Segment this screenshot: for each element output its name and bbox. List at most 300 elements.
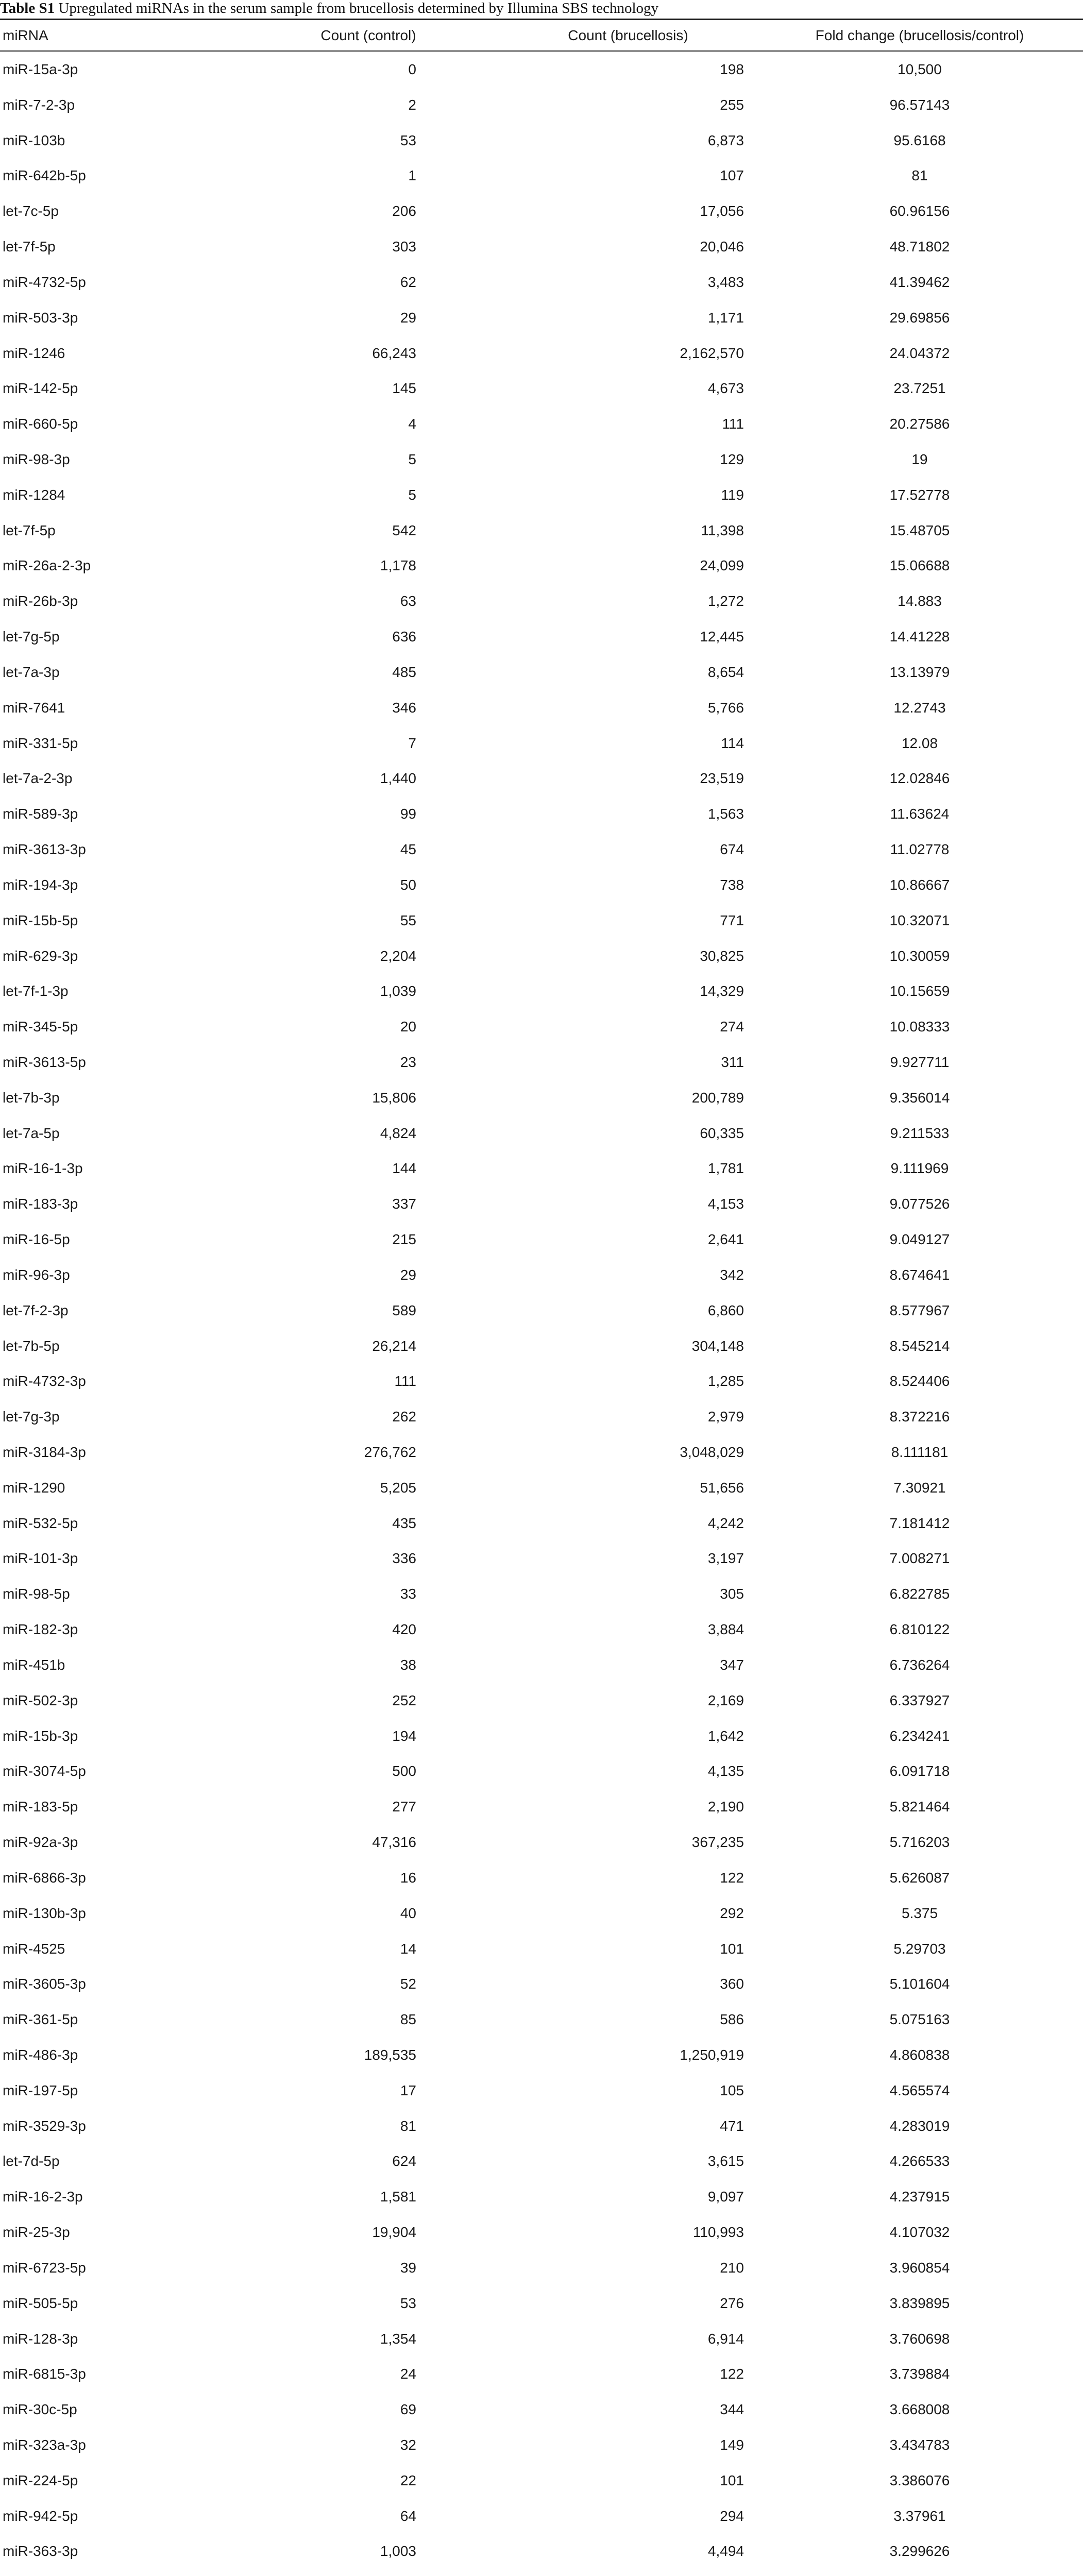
cell-fold-change: 8.577967 bbox=[889, 1302, 950, 1318]
cell-fold-change: 10.08333 bbox=[889, 1019, 950, 1035]
cell-count-brucellosis: 17,056 bbox=[700, 203, 744, 219]
cell-mirna: miR-128-3p bbox=[3, 2330, 78, 2347]
cell-fold-change: 10.30059 bbox=[889, 947, 950, 964]
cell-count-control: 38 bbox=[400, 1656, 416, 1673]
cell-mirna: let-7b-3p bbox=[3, 1089, 60, 1106]
cell-count-brucellosis: 738 bbox=[720, 876, 744, 893]
table-row bbox=[0, 1967, 1083, 2002]
table-row bbox=[0, 1860, 1083, 1896]
cell-count-brucellosis: 101 bbox=[720, 2472, 744, 2488]
cell-mirna: miR-642b-5p bbox=[3, 167, 86, 184]
table-row bbox=[0, 1825, 1083, 1860]
cell-count-brucellosis: 274 bbox=[720, 1019, 744, 1035]
cell-count-control: 189,535 bbox=[364, 2046, 416, 2063]
table-row bbox=[0, 584, 1083, 619]
table-row bbox=[0, 2038, 1083, 2073]
cell-count-control: 62 bbox=[400, 274, 416, 290]
cell-mirna: miR-486-3p bbox=[3, 2046, 78, 2063]
cell-fold-change: 9.111969 bbox=[890, 1160, 949, 1177]
table-row bbox=[0, 726, 1083, 761]
table-row bbox=[0, 1329, 1083, 1364]
cell-mirna: miR-142-5p bbox=[3, 380, 78, 397]
table-row bbox=[0, 1577, 1083, 1612]
cell-mirna: miR-16-5p bbox=[3, 1231, 70, 1248]
cell-count-control: 47,316 bbox=[372, 1834, 416, 1851]
cell-count-control: 194 bbox=[392, 1727, 416, 1744]
cell-mirna: miR-6723-5p bbox=[3, 2259, 86, 2276]
table-row bbox=[0, 1931, 1083, 1967]
cell-mirna: let-7c-5p bbox=[3, 203, 59, 219]
cell-fold-change: 17.52778 bbox=[889, 486, 950, 503]
cell-count-brucellosis: 6,873 bbox=[707, 132, 744, 148]
cell-mirna: let-7f-1-3p bbox=[3, 983, 69, 999]
table-row bbox=[0, 548, 1083, 584]
cell-fold-change: 7.181412 bbox=[889, 1515, 950, 1531]
table-row bbox=[0, 1789, 1083, 1825]
cell-count-brucellosis: 4,673 bbox=[707, 380, 744, 397]
cell-fold-change: 5.821464 bbox=[889, 1799, 950, 1815]
cell-mirna: miR-15a-3p bbox=[3, 61, 78, 77]
cell-mirna: miR-6866-3p bbox=[3, 1869, 86, 1886]
cell-count-control: 215 bbox=[392, 1231, 416, 1248]
cell-mirna: miR-26a-2-3p bbox=[3, 557, 91, 574]
cell-mirna: miR-3529-3p bbox=[3, 2117, 86, 2134]
table-row bbox=[0, 2179, 1083, 2215]
cell-count-control: 20 bbox=[400, 1019, 416, 1035]
cell-mirna: miR-7641 bbox=[3, 699, 65, 716]
table-row bbox=[0, 123, 1083, 159]
cell-mirna: miR-182-3p bbox=[3, 1621, 78, 1638]
cell-count-brucellosis: 2,190 bbox=[707, 1799, 744, 1815]
cell-count-brucellosis: 294 bbox=[720, 2507, 744, 2524]
cell-mirna: let-7a-5p bbox=[3, 1125, 60, 1141]
cell-fold-change: 9.049127 bbox=[889, 1231, 950, 1248]
cell-mirna: miR-3074-5p bbox=[3, 1763, 86, 1780]
cell-fold-change: 29.69856 bbox=[889, 309, 950, 326]
cell-mirna: miR-323a-3p bbox=[3, 2436, 86, 2453]
cell-fold-change: 9.077526 bbox=[889, 1196, 950, 1212]
cell-count-brucellosis: 114 bbox=[721, 735, 744, 751]
table-label: Table S1 bbox=[0, 0, 55, 16]
cell-count-brucellosis: 674 bbox=[720, 841, 744, 858]
cell-fold-change: 11.63624 bbox=[890, 806, 950, 822]
cell-count-control: 4 bbox=[408, 416, 416, 432]
cell-count-control: 1,003 bbox=[380, 2543, 416, 2560]
cell-count-brucellosis: 342 bbox=[720, 1266, 744, 1283]
cell-count-control: 1,440 bbox=[380, 770, 416, 787]
cell-count-brucellosis: 200,789 bbox=[691, 1089, 744, 1106]
cell-mirna: miR-1246 bbox=[3, 345, 65, 361]
table-row bbox=[0, 2250, 1083, 2286]
cell-fold-change: 8.372216 bbox=[889, 1409, 950, 1425]
table-row bbox=[0, 1009, 1083, 1045]
table-row bbox=[0, 2357, 1083, 2392]
cell-count-control: 542 bbox=[392, 522, 416, 538]
cell-fold-change: 3.668008 bbox=[889, 2401, 950, 2418]
cell-fold-change: 8.545214 bbox=[889, 1337, 950, 1354]
column-header-fold-change: Fold change (brucellosis/control) bbox=[815, 27, 1024, 43]
cell-fold-change: 3.760698 bbox=[889, 2330, 950, 2347]
cell-fold-change: 24.04372 bbox=[889, 345, 950, 361]
table-row bbox=[0, 761, 1083, 796]
cell-count-brucellosis: 1,781 bbox=[707, 1160, 744, 1177]
cell-mirna: miR-7-2-3p bbox=[3, 96, 75, 113]
cell-count-control: 53 bbox=[400, 132, 416, 148]
cell-count-control: 40 bbox=[400, 1905, 416, 1921]
cell-mirna: miR-361-5p bbox=[3, 2011, 78, 2028]
cell-fold-change: 7.008271 bbox=[889, 1550, 950, 1567]
cell-mirna: miR-589-3p bbox=[3, 806, 78, 822]
table-row bbox=[0, 796, 1083, 832]
table-row bbox=[0, 974, 1083, 1009]
table-row bbox=[0, 1719, 1083, 1754]
cell-mirna: miR-26b-3p bbox=[3, 593, 78, 609]
cell-count-brucellosis: 771 bbox=[720, 912, 744, 928]
table-row bbox=[0, 88, 1083, 123]
cell-fold-change: 3.434783 bbox=[889, 2436, 950, 2453]
cell-fold-change: 15.48705 bbox=[889, 522, 950, 538]
cell-count-brucellosis: 9,097 bbox=[707, 2189, 744, 2205]
cell-count-brucellosis: 122 bbox=[720, 2366, 744, 2382]
cell-mirna: miR-16-1-3p bbox=[3, 1160, 83, 1177]
cell-count-brucellosis: 1,285 bbox=[707, 1373, 744, 1389]
cell-count-brucellosis: 210 bbox=[720, 2259, 744, 2276]
cell-mirna: miR-660-5p bbox=[3, 416, 78, 432]
table-row bbox=[0, 1683, 1083, 1719]
cell-count-brucellosis: 347 bbox=[720, 1656, 744, 1673]
cell-count-brucellosis: 2,979 bbox=[707, 1409, 744, 1425]
cell-fold-change: 6.810122 bbox=[889, 1621, 950, 1638]
cell-count-brucellosis: 60,335 bbox=[700, 1125, 744, 1141]
table-row bbox=[0, 1080, 1083, 1116]
cell-count-brucellosis: 4,153 bbox=[707, 1196, 744, 1212]
cell-count-brucellosis: 2,162,570 bbox=[680, 345, 744, 361]
cell-count-brucellosis: 3,048,029 bbox=[680, 1444, 744, 1460]
cell-count-brucellosis: 586 bbox=[720, 2011, 744, 2028]
table-row bbox=[0, 300, 1083, 336]
cell-count-control: 420 bbox=[392, 1621, 416, 1638]
table-row bbox=[0, 2534, 1083, 2569]
cell-fold-change: 81 bbox=[911, 167, 928, 184]
cell-count-control: 5 bbox=[408, 451, 416, 468]
cell-mirna: miR-98-3p bbox=[3, 451, 70, 468]
cell-count-brucellosis: 105 bbox=[720, 2082, 744, 2098]
cell-mirna: let-7a-2-3p bbox=[3, 770, 73, 787]
table-row bbox=[0, 1506, 1083, 1541]
cell-fold-change: 3.37961 bbox=[893, 2507, 946, 2524]
cell-count-brucellosis: 122 bbox=[720, 1869, 744, 1886]
cell-mirna: miR-103b bbox=[3, 132, 65, 148]
cell-mirna: miR-3613-5p bbox=[3, 1054, 86, 1070]
table-row bbox=[0, 2144, 1083, 2179]
cell-fold-change: 41.39462 bbox=[889, 274, 950, 290]
cell-count-brucellosis: 4,242 bbox=[707, 1515, 744, 1531]
cell-count-control: 5,205 bbox=[380, 1479, 416, 1496]
table-row bbox=[0, 1612, 1083, 1648]
cell-fold-change: 20.27586 bbox=[889, 416, 950, 432]
cell-mirna: miR-3613-3p bbox=[3, 841, 86, 858]
cell-count-control: 624 bbox=[392, 2153, 416, 2170]
table-row bbox=[0, 2428, 1083, 2463]
cell-count-control: 0 bbox=[408, 61, 416, 77]
cell-count-control: 66,243 bbox=[372, 345, 416, 361]
cell-mirna: miR-92a-3p bbox=[3, 1834, 78, 1851]
cell-count-control: 262 bbox=[392, 1409, 416, 1425]
table-row bbox=[0, 513, 1083, 549]
cell-count-brucellosis: 1,642 bbox=[707, 1727, 744, 1744]
cell-count-brucellosis: 5,766 bbox=[707, 699, 744, 716]
table-row bbox=[0, 868, 1083, 903]
table-row bbox=[0, 2109, 1083, 2144]
cell-mirna: miR-502-3p bbox=[3, 1692, 78, 1708]
table-row bbox=[0, 1293, 1083, 1329]
cell-count-brucellosis: 110,993 bbox=[692, 2224, 744, 2241]
cell-count-brucellosis: 1,563 bbox=[707, 806, 744, 822]
cell-count-control: 336 bbox=[392, 1550, 416, 1567]
cell-fold-change: 12.08 bbox=[901, 735, 938, 751]
cell-fold-change: 14.883 bbox=[898, 593, 942, 609]
cell-mirna: let-7g-5p bbox=[3, 629, 60, 645]
cell-count-control: 485 bbox=[392, 664, 416, 680]
cell-count-control: 252 bbox=[392, 1692, 416, 1708]
cell-count-brucellosis: 276 bbox=[720, 2295, 744, 2311]
cell-count-brucellosis: 3,884 bbox=[707, 1621, 744, 1638]
cell-mirna: miR-3605-3p bbox=[3, 1976, 86, 1992]
cell-fold-change: 15.06688 bbox=[889, 557, 950, 574]
cell-fold-change: 4.266533 bbox=[889, 2153, 950, 2170]
cell-count-brucellosis: 198 bbox=[720, 61, 744, 77]
table-row bbox=[0, 1435, 1083, 1470]
cell-mirna: miR-130b-3p bbox=[3, 1905, 86, 1921]
cell-mirna: let-7d-5p bbox=[3, 2153, 60, 2170]
table-row bbox=[0, 158, 1083, 194]
cell-fold-change: 11.02778 bbox=[890, 841, 950, 858]
table-row bbox=[0, 265, 1083, 300]
cell-count-brucellosis: 20,046 bbox=[700, 239, 744, 255]
cell-mirna: let-7g-3p bbox=[3, 1409, 60, 1425]
cell-fold-change: 6.736264 bbox=[889, 1656, 950, 1673]
cell-count-control: 111 bbox=[394, 1373, 416, 1389]
cell-count-brucellosis: 51,656 bbox=[700, 1479, 744, 1496]
cell-count-control: 276,762 bbox=[364, 1444, 416, 1460]
table-row bbox=[0, 478, 1083, 513]
cell-count-control: 50 bbox=[400, 876, 416, 893]
cell-mirna: miR-96-3p bbox=[3, 1266, 70, 1283]
cell-fold-change: 12.2743 bbox=[893, 699, 946, 716]
cell-count-brucellosis: 119 bbox=[721, 486, 744, 503]
table-row bbox=[0, 2392, 1083, 2428]
cell-count-control: 22 bbox=[400, 2472, 416, 2488]
cell-fold-change: 3.739884 bbox=[889, 2366, 950, 2382]
cell-mirna: miR-98-5p bbox=[3, 1586, 70, 1602]
table-row bbox=[0, 2321, 1083, 2357]
table-row bbox=[0, 229, 1083, 265]
cell-count-control: 1,581 bbox=[380, 2189, 416, 2205]
cell-count-control: 14 bbox=[400, 1940, 416, 1957]
cell-mirna: let-7b-5p bbox=[3, 1337, 60, 1354]
cell-count-brucellosis: 24,099 bbox=[700, 557, 744, 574]
cell-count-control: 1,039 bbox=[380, 983, 416, 999]
cell-count-brucellosis: 304,148 bbox=[691, 1337, 744, 1354]
cell-fold-change: 60.96156 bbox=[889, 203, 950, 219]
cell-fold-change: 8.524406 bbox=[889, 1373, 950, 1389]
cell-mirna: miR-4732-3p bbox=[3, 1373, 86, 1389]
cell-count-brucellosis: 23,519 bbox=[700, 770, 744, 787]
cell-count-brucellosis: 2,169 bbox=[707, 1692, 744, 1708]
cell-count-brucellosis: 4,135 bbox=[707, 1763, 744, 1780]
cell-mirna: miR-345-5p bbox=[3, 1019, 78, 1035]
cell-count-control: 15,806 bbox=[372, 1089, 416, 1106]
cell-count-brucellosis: 14,329 bbox=[700, 983, 744, 999]
cell-fold-change bbox=[756, 2569, 1083, 2576]
cell-count-control: 5 bbox=[408, 486, 416, 503]
cell-fold-change: 14.41228 bbox=[889, 629, 950, 645]
cell-count-brucellosis: 111 bbox=[722, 416, 744, 432]
table-row bbox=[0, 903, 1083, 939]
cell-count-brucellosis: 255 bbox=[720, 96, 744, 113]
cell-fold-change: 6.234241 bbox=[889, 1727, 950, 1744]
column-header-count-brucellosis: Count (brucellosis) bbox=[568, 27, 688, 43]
cell-count-brucellosis: 344 bbox=[720, 2401, 744, 2418]
cell-count-control: 145 bbox=[392, 380, 416, 397]
table-row bbox=[0, 1896, 1083, 1931]
cell-count-brucellosis: 129 bbox=[720, 451, 744, 468]
cell-fold-change: 10,500 bbox=[898, 61, 942, 77]
cell-count-brucellosis: 11,398 bbox=[701, 522, 744, 538]
cell-mirna: miR-15b-5p bbox=[3, 912, 78, 928]
cell-count-control: 55 bbox=[400, 912, 416, 928]
table-row bbox=[0, 2002, 1083, 2038]
table-row bbox=[0, 1648, 1083, 1683]
cell-count-control: 2,204 bbox=[380, 947, 416, 964]
table-row bbox=[0, 1364, 1083, 1399]
cell-count-brucellosis: 305 bbox=[720, 1586, 744, 1602]
cell-count-brucellosis: 4,494 bbox=[707, 2543, 744, 2560]
cell-fold-change: 6.091718 bbox=[889, 1763, 950, 1780]
table-row bbox=[0, 619, 1083, 655]
cell-fold-change: 3.839895 bbox=[889, 2295, 950, 2311]
cell-fold-change: 3.386076 bbox=[889, 2472, 950, 2488]
cell-mirna: miR-451b bbox=[3, 1656, 65, 1673]
cell-count-control: 32 bbox=[400, 2436, 416, 2453]
table-row bbox=[0, 1116, 1083, 1151]
cell-count-control: 39 bbox=[400, 2259, 416, 2276]
cell-count-control: 1,178 bbox=[380, 557, 416, 574]
table-row bbox=[0, 2463, 1083, 2499]
cell-count-brucellosis: 311 bbox=[721, 1054, 744, 1070]
cell-count-brucellosis: 1,250,919 bbox=[680, 2046, 744, 2063]
cell-fold-change: 3.960854 bbox=[889, 2259, 950, 2276]
cell-count-control: 337 bbox=[392, 1196, 416, 1212]
cell-count-control: 52 bbox=[400, 1976, 416, 1992]
table-row bbox=[0, 2073, 1083, 2109]
cell-count-control: 99 bbox=[400, 806, 416, 822]
cell-fold-change: 5.375 bbox=[901, 1905, 938, 1921]
cell-count-brucellosis: 149 bbox=[720, 2436, 744, 2453]
cell-mirna: miR-532-5p bbox=[3, 1515, 78, 1531]
cell-count-brucellosis: 107 bbox=[720, 167, 744, 184]
cell-count-control: 45 bbox=[400, 841, 416, 858]
cell-fold-change: 96.57143 bbox=[889, 96, 950, 113]
cell-count-brucellosis: 1,171 bbox=[707, 309, 744, 326]
cell-mirna: miR-629-3p bbox=[3, 947, 78, 964]
table-row bbox=[0, 1470, 1083, 1506]
cell-count-control: 53 bbox=[400, 2295, 416, 2311]
cell-mirna: miR-25-3p bbox=[3, 2224, 70, 2241]
cell-count-control: 435 bbox=[392, 1515, 416, 1531]
table-row bbox=[0, 442, 1083, 478]
cell-mirna: miR-4525 bbox=[3, 1940, 65, 1957]
cell-fold-change: 10.86667 bbox=[889, 876, 950, 893]
cell-count-brucellosis: 360 bbox=[720, 1976, 744, 1992]
cell-count-brucellosis: 3,615 bbox=[707, 2153, 744, 2170]
cell-count-control: 16 bbox=[400, 1869, 416, 1886]
cell-fold-change: 12.02846 bbox=[889, 770, 950, 787]
cell-count-control: 63 bbox=[400, 593, 416, 609]
cell-count-brucellosis: 101 bbox=[720, 1940, 744, 1957]
cell-mirna: miR-505-5p bbox=[3, 2295, 78, 2311]
cell-count-control: 64 bbox=[400, 2507, 416, 2524]
cell-fold-change: 23.7251 bbox=[893, 380, 946, 397]
table-row bbox=[0, 2499, 1083, 2534]
cell-mirna: let-7f-5p bbox=[3, 239, 56, 255]
cell-count-brucellosis: 367,235 bbox=[691, 1834, 744, 1851]
cell-count-control: 1 bbox=[408, 167, 416, 184]
cell-mirna: miR-16-2-3p bbox=[3, 2189, 83, 2205]
table-title: Upregulated miRNAs in the serum sample from brucellosis determined by Illumina SBS technology bbox=[58, 0, 659, 16]
table-row bbox=[0, 1399, 1083, 1435]
cell-count-control: 17 bbox=[400, 2082, 416, 2098]
table-row bbox=[0, 1151, 1083, 1187]
table-row bbox=[0, 655, 1083, 690]
cell-fold-change: 9.927711 bbox=[890, 1054, 950, 1070]
cell-fold-change: 6.337927 bbox=[889, 1692, 950, 1708]
cell-mirna: miR-30c-5p bbox=[3, 2401, 77, 2418]
cell-fold-change: 5.29703 bbox=[893, 1940, 946, 1957]
cell-fold-change: 10.15659 bbox=[889, 983, 950, 999]
cell-fold-change: 5.101604 bbox=[889, 1976, 950, 1992]
cell-fold-change: 4.283019 bbox=[889, 2117, 950, 2134]
cell-fold-change: 95.6168 bbox=[893, 132, 946, 148]
table-row bbox=[0, 1187, 1083, 1222]
cell-mirna: miR-331-5p bbox=[3, 735, 78, 751]
cell-fold-change: 9.211533 bbox=[890, 1125, 950, 1141]
cell-count-control: 4,824 bbox=[380, 1125, 416, 1141]
table-row bbox=[0, 2286, 1083, 2321]
cell-fold-change: 8.674641 bbox=[889, 1266, 950, 1283]
cell-count-control: 346 bbox=[392, 699, 416, 716]
cell-mirna: let-7a-3p bbox=[3, 664, 60, 680]
cell-count-brucellosis: 471 bbox=[720, 2117, 744, 2134]
cell-fold-change: 6.822785 bbox=[889, 1586, 950, 1602]
cell-count-brucellosis: 6,860 bbox=[707, 1302, 744, 1318]
cell-count-brucellosis: 12,445 bbox=[700, 629, 744, 645]
cell-count-control: 23 bbox=[400, 1054, 416, 1070]
cell-count-control: 81 bbox=[400, 2117, 416, 2134]
table-row bbox=[0, 832, 1083, 868]
table-row bbox=[0, 1541, 1083, 1577]
table-row bbox=[0, 371, 1083, 406]
table-row bbox=[0, 336, 1083, 371]
cell-mirna: let-7f-2-3p bbox=[3, 1302, 69, 1318]
cell-count-control: 7 bbox=[408, 735, 416, 751]
cell-mirna: miR-363-3p bbox=[3, 2543, 78, 2560]
cell-fold-change: 19 bbox=[911, 451, 928, 468]
cell-mirna: miR-15b-3p bbox=[3, 1727, 78, 1744]
column-header-mirna: miRNA bbox=[3, 27, 48, 43]
cell-count-control: 144 bbox=[392, 1160, 416, 1177]
cell-mirna bbox=[3, 2569, 270, 2576]
